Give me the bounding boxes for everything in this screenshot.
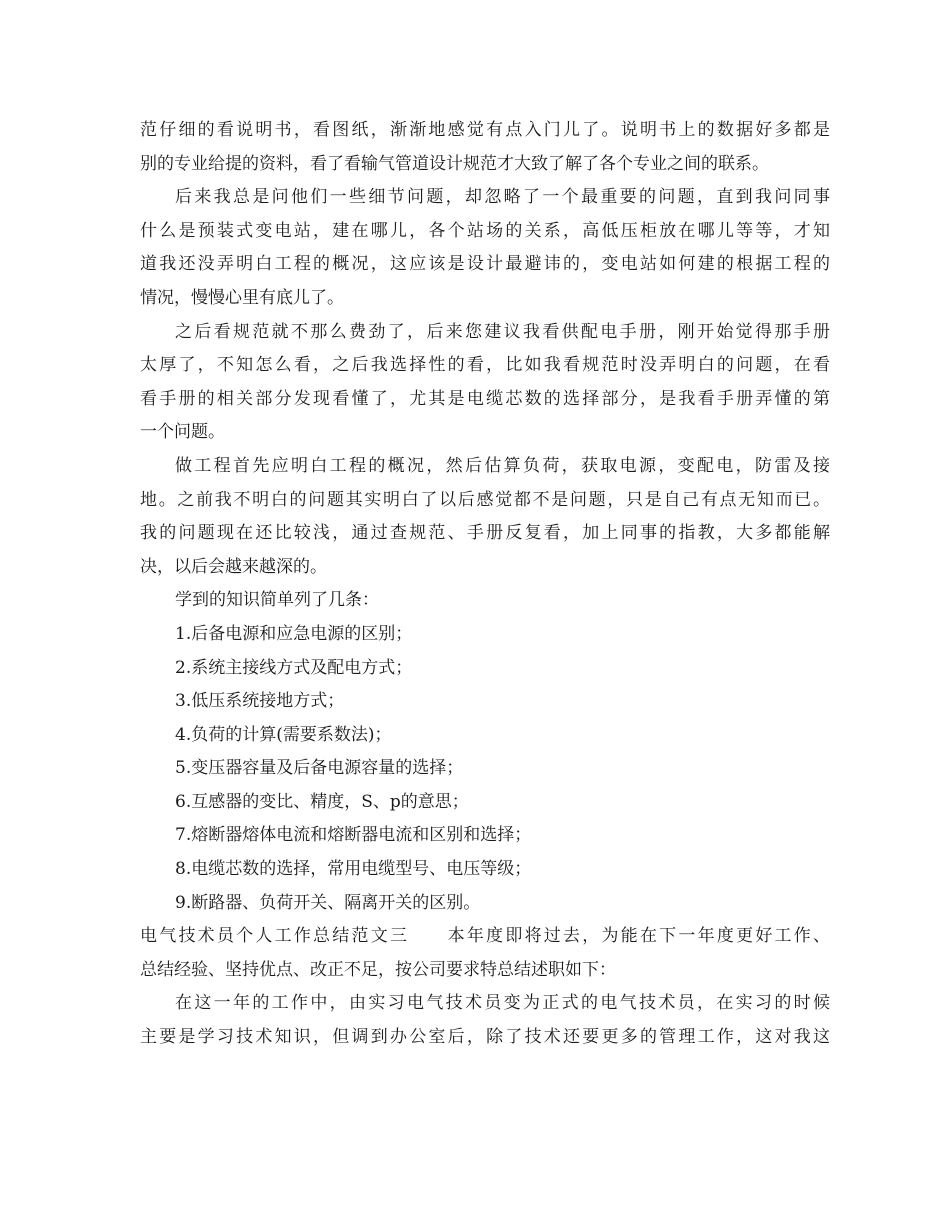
text-line: 后来我总是问他们一些细节问题，却忽略了一个最重要的问题，直到我问同事 bbox=[175, 187, 830, 208]
text-line: 主要是学习技术知识，但调到办公室后，除了技术还要更多的管理工作，这对我这 bbox=[140, 1027, 830, 1048]
text-line: 情况，慢慢心里有底儿了。 bbox=[140, 287, 344, 308]
text-line: 什么是预装式变电站，建在哪儿，各个站场的关系，高低压柜放在哪儿等等，才知 bbox=[140, 220, 830, 241]
text-line: 道我还没弄明白工程的概况，这应该是设计最避讳的，变电站如何建的根据工程的 bbox=[140, 254, 830, 275]
text-line: 做工程首先应明白工程的概况，然后估算负荷，获取电源，变配电，防雷及接 bbox=[175, 455, 830, 476]
text-line: 之后看规范就不那么费劲了，后来您建议我看供配电手册，刚开始觉得那手册 bbox=[175, 321, 830, 342]
text-line: 在这一年的工作中，由实习电气技术员变为正式的电气技术员，在实习的时候 bbox=[175, 993, 830, 1014]
text-line: 看手册的相关部分发现看懂了，尤其是电缆芯数的选择部分，是我看手册弄懂的第 bbox=[140, 388, 830, 409]
text-line: 7.熔断器熔体电流和熔断器电流和区别和选择； bbox=[175, 825, 532, 846]
text-line: 5.变压器容量及后备电源容量的选择； bbox=[175, 758, 464, 779]
text-line: 我的问题现在还比较浅，通过查规范、手册反复看，加上同事的指教，大多都能解 bbox=[140, 523, 830, 544]
text-line: 4.负荷的计算(需要系数法)； bbox=[175, 724, 392, 745]
text-line: 1.后备电源和应急电源的区别； bbox=[175, 623, 413, 644]
text-line: 地。之前我不明白的问题其实明白了以后感觉都不是问题，只是自己有点无知而已。 bbox=[140, 489, 830, 510]
text-line: 电气技术员个人工作总结范文三 本年度即将过去，为能在下一年度更好工作、 bbox=[140, 926, 830, 947]
text-line: 太厚了，不知怎么看，之后我选择性的看，比如我看规范时没弄明白的问题，在看 bbox=[140, 355, 830, 376]
text-line: 决，以后会越来越深的。 bbox=[140, 556, 327, 577]
text-line: 3.低压系统接地方式； bbox=[175, 691, 345, 712]
text-line: 总结经验、坚持优点、改正不足，按公司要求特总结述职如下： bbox=[140, 959, 616, 980]
text-line: 6.互感器的变比、精度，S、p的意思； bbox=[175, 791, 469, 812]
text-line: 别的专业给提的资料，看了看输气管道设计规范才大致了解了各个专业之间的联系。 bbox=[140, 153, 769, 174]
text-line: 9.断路器、负荷开关、隔离开关的区别。 bbox=[175, 892, 481, 913]
document-body bbox=[140, 114, 830, 1055]
text-line: 一个问题。 bbox=[140, 422, 225, 443]
text-line: 范仔细的看说明书，看图纸，渐渐地感觉有点入门儿了。说明书上的数据好多都是 bbox=[140, 120, 830, 140]
text-line: 8.电缆芯数的选择，常用电缆型号、电压等级； bbox=[175, 859, 532, 880]
text-line: 2.系统主接线方式及配电方式； bbox=[175, 657, 413, 678]
text-line: 学到的知识简单列了几条： bbox=[175, 590, 379, 611]
